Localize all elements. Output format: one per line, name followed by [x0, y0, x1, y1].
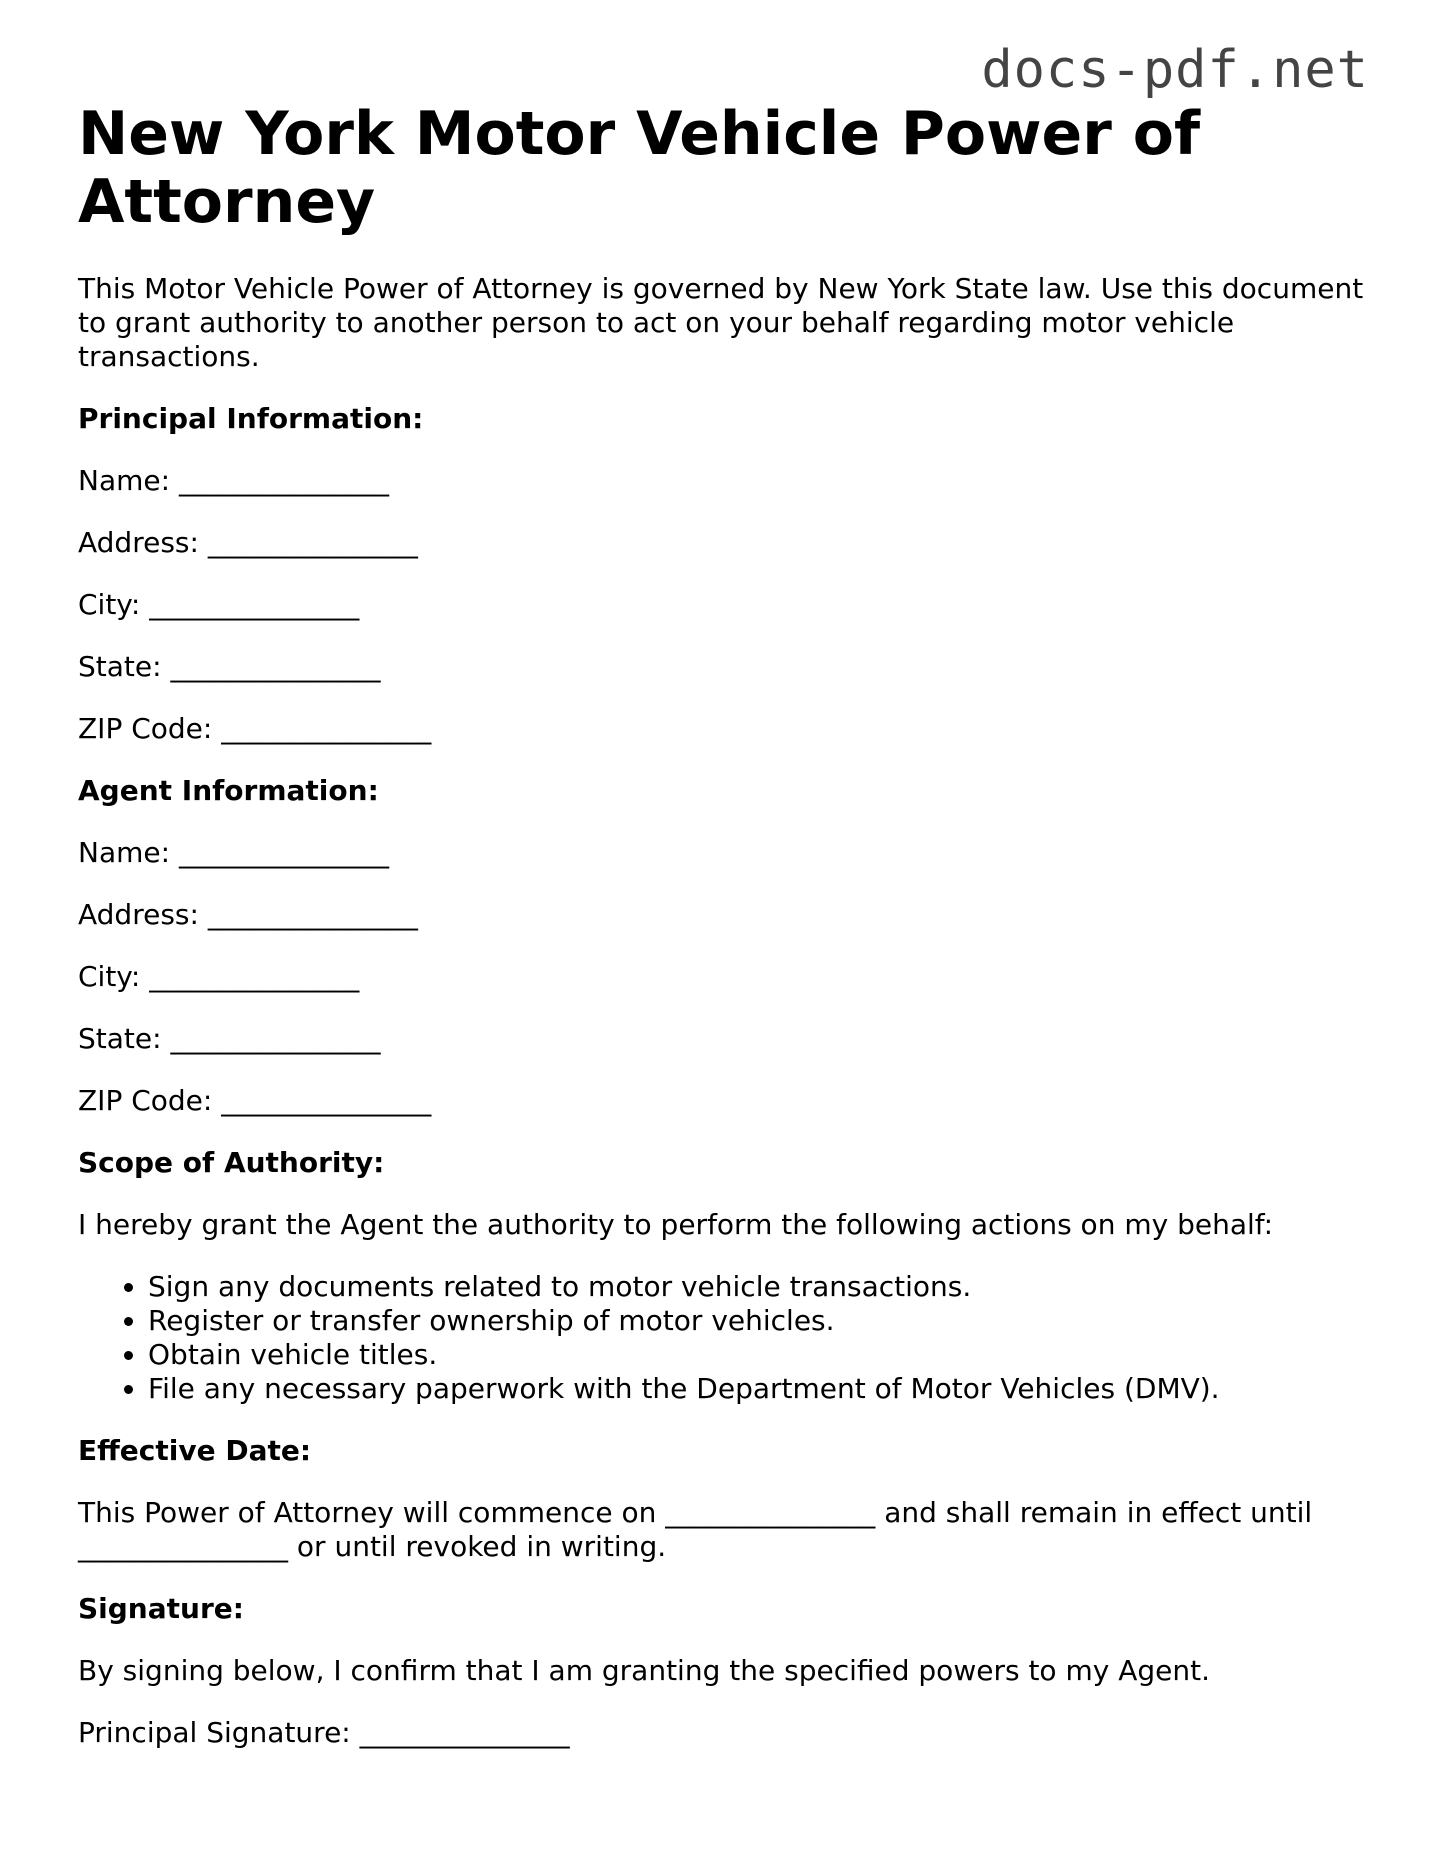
- field-label: ZIP Code:: [78, 1084, 213, 1117]
- zip-blank[interactable]: _______________: [221, 1084, 432, 1117]
- commence-date-blank[interactable]: _______________: [665, 1496, 876, 1529]
- name-blank[interactable]: _______________: [178, 464, 389, 497]
- principal-state-field: [78, 650, 1368, 684]
- field-label: State:: [78, 650, 162, 683]
- address-blank[interactable]: _______________: [207, 526, 418, 559]
- agent-state-field: [78, 1022, 1368, 1056]
- principal-city-field: [78, 588, 1368, 622]
- principal-signature-field: [78, 1716, 1368, 1750]
- principal-zip-field: [78, 712, 1368, 746]
- field-label: City:: [78, 588, 141, 621]
- field-label: Principal Signature:: [78, 1716, 351, 1749]
- state-blank[interactable]: _______________: [170, 650, 381, 683]
- effective-heading: Effective Date:: [78, 1434, 312, 1467]
- name-blank[interactable]: _______________: [178, 836, 389, 869]
- principal-heading: Principal Information:: [78, 402, 424, 435]
- list-item: • Obtain vehicle titles.: [148, 1338, 1368, 1372]
- agent-city-field: [78, 960, 1368, 994]
- city-blank[interactable]: _______________: [149, 588, 360, 621]
- list-item: • File any necessary paperwork with the Department of Motor Vehicles (DMV).: [148, 1372, 1368, 1406]
- agent-zip-field: [78, 1084, 1368, 1118]
- list-item: • Sign any documents related to motor vehicle transactions.: [148, 1270, 1368, 1304]
- city-blank[interactable]: _______________: [149, 960, 360, 993]
- field-label: ZIP Code:: [78, 712, 213, 745]
- agent-address-field: [78, 898, 1368, 932]
- agent-fields: [78, 836, 1368, 1118]
- principal-name-field: [78, 464, 1368, 498]
- scope-list: [78, 1270, 1368, 1406]
- document-body: [78, 272, 1368, 1778]
- document-title: New York Motor Vehicle Power of Attorney: [78, 99, 1201, 237]
- effective-text-middle: and shall remain in effect until: [884, 1496, 1313, 1529]
- effective-text-start: This Power of Attorney will commence on: [78, 1496, 657, 1529]
- agent-heading: Agent Information:: [78, 774, 379, 807]
- signature-blank[interactable]: _______________: [359, 1716, 570, 1749]
- effective-text: [78, 1496, 1368, 1564]
- scope-text: I hereby grant the Agent the authority to perform the following actions on my behalf:: [78, 1208, 1274, 1241]
- field-label: City:: [78, 960, 141, 993]
- address-blank[interactable]: _______________: [207, 898, 418, 931]
- signature-text: By signing below, I confirm that I am granting the specified powers to my Agent.: [78, 1654, 1210, 1687]
- watermark: docs-pdf.net: [981, 40, 1369, 100]
- field-label: Name:: [78, 464, 171, 497]
- agent-name-field: [78, 836, 1368, 870]
- principal-fields: [78, 464, 1368, 746]
- signature-heading: Signature:: [78, 1592, 244, 1625]
- field-label: Address:: [78, 526, 199, 559]
- zip-blank[interactable]: _______________: [221, 712, 432, 745]
- effective-text-end: or until revoked in writing.: [296, 1530, 667, 1563]
- principal-address-field: [78, 526, 1368, 560]
- field-label: Address:: [78, 898, 199, 931]
- list-item: • Register or transfer ownership of motor vehicles.: [148, 1304, 1368, 1338]
- intro-paragraph: This Motor Vehicle Power of Attorney is governed by New York State law. Use this document to grant authority to another person to act on your behalf regarding motor vehicle transactions.: [78, 272, 1364, 373]
- field-label: Name:: [78, 836, 171, 869]
- end-date-blank[interactable]: _______________: [78, 1530, 288, 1563]
- scope-heading: Scope of Authority:: [78, 1146, 385, 1179]
- field-label: State:: [78, 1022, 162, 1055]
- state-blank[interactable]: _______________: [170, 1022, 381, 1055]
